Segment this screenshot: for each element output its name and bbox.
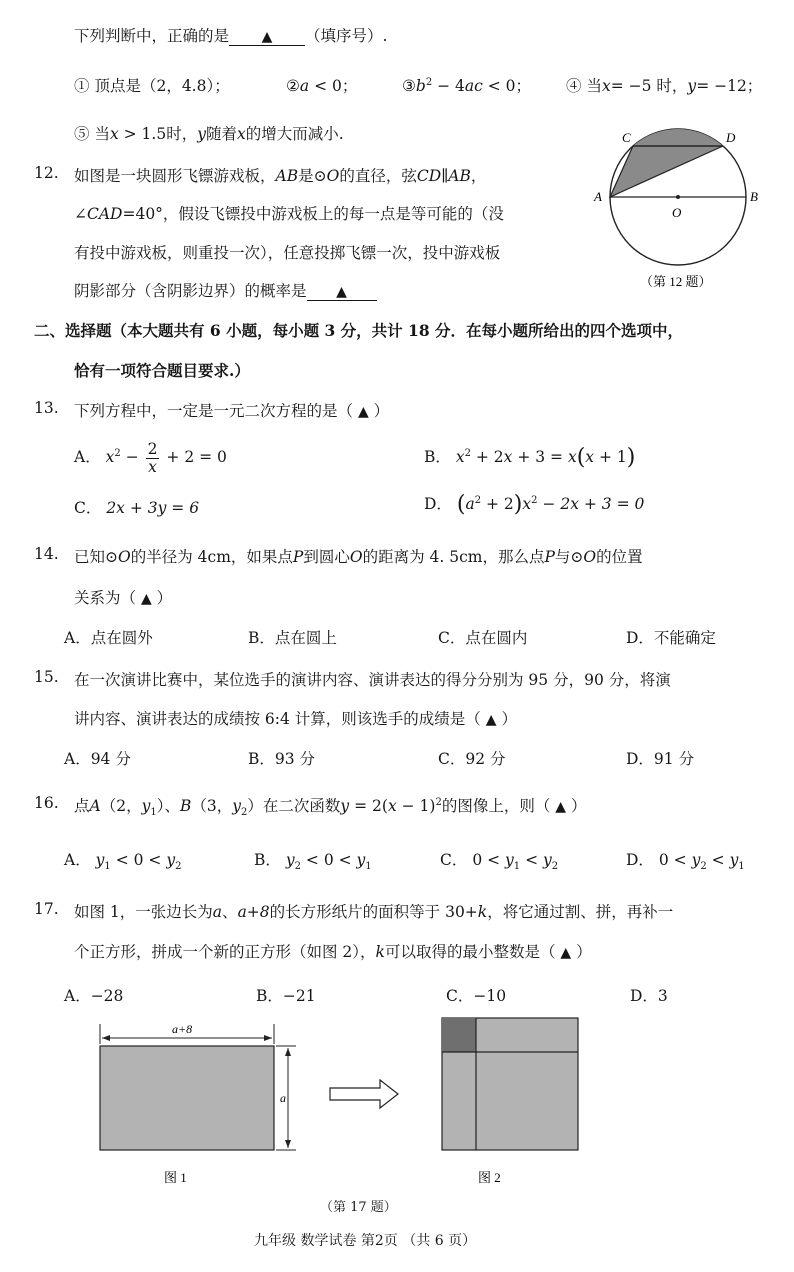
shaded-segment xyxy=(633,129,723,146)
figure-1-rectangle xyxy=(100,1024,296,1150)
q16-stem: 点A（2，$y_1$）、B（3，$y_2$）在二次函数$y = 2(x - 1)^2$的图像上，则（ ▲ ） xyxy=(74,796,587,819)
label-d: D xyxy=(726,130,736,145)
q14-number: 14. xyxy=(34,545,59,563)
q17-line-1: 如图 1，一张边长为a、a+8的长方形纸片的面积等于 30+k，将它通过割、拼，再补一 xyxy=(74,903,674,921)
q12-line-4: 阴影部分（含阴影边界）的概率是 ▲ xyxy=(74,279,377,301)
q16-option-b[interactable]: B． $y_2 < 0 < y_1$ xyxy=(254,851,372,873)
q15-option-c[interactable]: C．92 分 xyxy=(438,750,506,768)
q14-line-2: 关系为（ ▲ ） xyxy=(74,589,173,607)
q11-option-1: ① 顶点是（2，4.8）； xyxy=(74,77,230,95)
fraction-2-over-x: $\frac{2}{x}$ xyxy=(147,439,158,476)
transform-arrow-icon xyxy=(330,1080,398,1108)
figure-2-square xyxy=(442,1018,578,1150)
shaded-triangle-acd xyxy=(610,146,723,197)
answer-blank[interactable]: ▲ xyxy=(229,29,305,46)
fig1-side-label: a xyxy=(280,1091,286,1105)
answer-mark[interactable]: ▲ xyxy=(555,799,567,815)
fig2-caption: 图 2 xyxy=(478,1170,501,1185)
q15-number: 15. xyxy=(34,668,59,686)
q15-line-1: 在一次演讲比赛中，某位选手的演讲内容、演讲表达的得分分别为 95 分，90 分，将演 xyxy=(74,671,671,689)
q17-option-b[interactable]: B．−21 xyxy=(256,987,316,1005)
label-c: C xyxy=(622,130,631,145)
q12-line-1: 如图是一块圆形飞镖游戏板，AB是⊙O的直径，弦CD∥AB， xyxy=(74,167,487,185)
q15-option-b[interactable]: B．93 分 xyxy=(248,750,316,768)
q13-option-b[interactable]: B． $x^2 + 2x + 3 = x(x + 1)$ xyxy=(424,445,636,471)
q12-line-2: ∠CAD=40°，假设飞镖投中游戏板上的每一点是等可能的（没 xyxy=(74,205,504,223)
q16-option-d[interactable]: D． $0 < y_2 < y_1$ xyxy=(626,851,745,873)
q16-number: 16. xyxy=(34,794,59,812)
q13-stem: 下列方程中，一定是一元二次方程的是（ ▲ ） xyxy=(74,402,390,420)
q17-option-a[interactable]: A．−28 xyxy=(64,987,124,1005)
label-a: A xyxy=(594,189,602,204)
q16-option-c[interactable]: C． $0 < y_1 < y_2$ xyxy=(440,851,559,873)
q11-option-3: $③b^2 - 4ac < 0$； xyxy=(402,76,532,95)
page-footer: 九年级 数学试卷 第2页 （共 6 页） xyxy=(254,1233,477,1249)
q15-option-d[interactable]: D．91 分 xyxy=(626,750,695,768)
q12-caption: （第 12 题） xyxy=(640,274,712,289)
q11-option-5: ⑤ 当x > 1.5时，y随着x的增大而减小. xyxy=(74,125,344,143)
q14-line-1: 已知⊙O的半径为 4cm，如果点P到圆心O的距离为 4. 5cm，那么点P与⊙O的位置 xyxy=(74,548,643,566)
answer-mark[interactable]: ▲ xyxy=(140,591,152,607)
q17-option-d[interactable]: D．3 xyxy=(630,987,668,1005)
q17-number: 17. xyxy=(34,900,59,918)
q13-option-a[interactable]: A． $x^2$ − $\frac{2}{x}$ + 2 = 0 xyxy=(74,439,227,476)
section-2-header-line-1: 二、选择题（本大题共有 6 小题，每小题 3 分，共计 18 分．在每小题所给出的四个选项中， xyxy=(34,321,684,340)
q14-option-d[interactable]: D．不能确定 xyxy=(626,629,716,647)
q13-option-d[interactable]: D． $(a^2 + 2)x^2 - 2x + 3 = 0$ xyxy=(424,492,645,517)
fig1-top-label: a+8 xyxy=(172,1022,193,1036)
q17-option-c[interactable]: C．−10 xyxy=(446,987,507,1005)
q16-option-a[interactable]: A． $y_1 < 0 < y_2$ xyxy=(64,851,182,873)
fig1-caption: 图 1 xyxy=(164,1170,187,1185)
answer-blank[interactable]: ▲ xyxy=(307,284,377,301)
q11-option-2: ②a < 0； xyxy=(286,77,358,95)
label-o: O xyxy=(672,205,682,220)
q13-option-c[interactable]: C． 2x + 3y = 6 xyxy=(74,499,200,517)
q17-caption: （第 17 题） xyxy=(320,1200,397,1215)
q12-line-3: 有投中游戏板，则重投一次），任意投掷飞镖一次，投中游戏板 xyxy=(74,244,501,262)
q12-number: 12. xyxy=(34,164,59,182)
q12-circle-figure xyxy=(588,124,774,290)
q15-line-2: 讲内容、演讲表达的成绩按 6:4 计算，则该选手的成绩是（ ▲ ） xyxy=(74,710,517,728)
q17-line-2: 个正方形，拼成一个新的正方形（如图 2），k可以取得的最小整数是（ ▲ ） xyxy=(74,943,592,961)
q14-option-c[interactable]: C．点在圆内 xyxy=(438,629,528,647)
section-2-header-line-2: 恰有一项符合题目要求.） xyxy=(74,361,250,380)
q13-number: 13. xyxy=(34,399,59,417)
answer-mark[interactable]: ▲ xyxy=(485,712,497,728)
q14-option-b[interactable]: B．点在圆上 xyxy=(248,629,337,647)
answer-mark[interactable]: ▲ xyxy=(357,404,369,420)
q11-intro: 下列判断中，正确的是 ▲ （填序号）. xyxy=(74,27,388,45)
q17-figures xyxy=(90,1016,610,1196)
label-b: B xyxy=(750,189,758,204)
q11-option-4: ④ 当x= −5 时，y= −12； xyxy=(566,77,763,95)
center-o xyxy=(676,195,680,199)
answer-mark[interactable]: ▲ xyxy=(560,945,572,961)
q14-option-a[interactable]: A．点在圆外 xyxy=(64,629,153,647)
q15-option-a[interactable]: A．94 分 xyxy=(64,750,131,768)
